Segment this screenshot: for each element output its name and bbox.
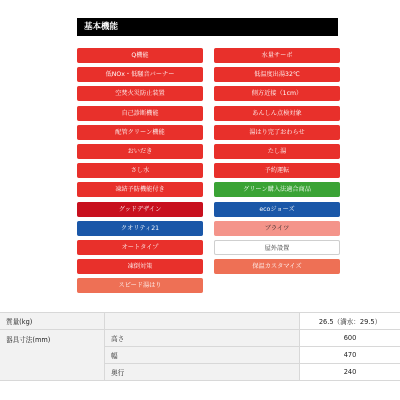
feature-badge: 側方近接（1cm） <box>214 86 340 101</box>
spec-value: 470 <box>300 347 400 364</box>
feature-badge: 凍倒対策 <box>77 259 203 274</box>
feature-badge: クオリティ21 <box>77 221 203 236</box>
spec-value: 240 <box>300 364 400 381</box>
feature-badge: 予約運転 <box>214 163 340 178</box>
feature-badge: あんしん点検対象 <box>214 106 340 121</box>
feature-badge: 低温度出湯32℃ <box>214 67 340 82</box>
feature-badge: 低NOx・低騒音バーナー <box>77 67 203 82</box>
feature-badge: スピード湯はり <box>77 278 203 293</box>
feature-badge: ecoジョーズ <box>214 202 340 217</box>
spec-sublabel: 奥行 <box>105 364 300 381</box>
feature-badge: 空焚火災防止装置 <box>77 86 203 101</box>
feature-badge: 水量サーボ <box>214 48 340 63</box>
spec-sublabel <box>105 313 300 330</box>
feature-badge: たし湯 <box>214 144 340 159</box>
spec-sublabel: 幅 <box>105 347 300 364</box>
feature-badge: 自己診断機能 <box>77 106 203 121</box>
feature-badge: 屋外設置 <box>214 240 340 255</box>
spec-table <box>0 312 400 381</box>
spec-sublabel: 高さ <box>105 330 300 347</box>
feature-badge: おいだき <box>77 144 203 159</box>
feature-badge: ブライツ <box>214 221 340 236</box>
spec-row-weight <box>0 313 400 330</box>
section-title: 基本機能 <box>77 18 338 36</box>
feature-badge: オートタイプ <box>77 240 203 255</box>
feature-badge: グリーン購入法適合商品 <box>214 182 340 197</box>
spec-value: 600 <box>300 330 400 347</box>
feature-badge: 湯はり完了おわらせ <box>214 125 340 140</box>
spec-label: 質量(kg) <box>0 313 105 330</box>
feature-badge: グッドデザイン <box>77 202 203 217</box>
spec-row-height <box>0 330 400 347</box>
feature-badge: 保温カスタマイズ <box>214 259 340 274</box>
feature-badge: Q機能 <box>77 48 203 63</box>
feature-badge: 凍結予防機能付き <box>77 182 203 197</box>
feature-badge: 配管クリーン機能 <box>77 125 203 140</box>
spec-label: 器具寸法(mm) <box>0 330 105 381</box>
spec-value: 26.5（満水：29.5） <box>300 313 400 330</box>
feature-badge: さし水 <box>77 163 203 178</box>
